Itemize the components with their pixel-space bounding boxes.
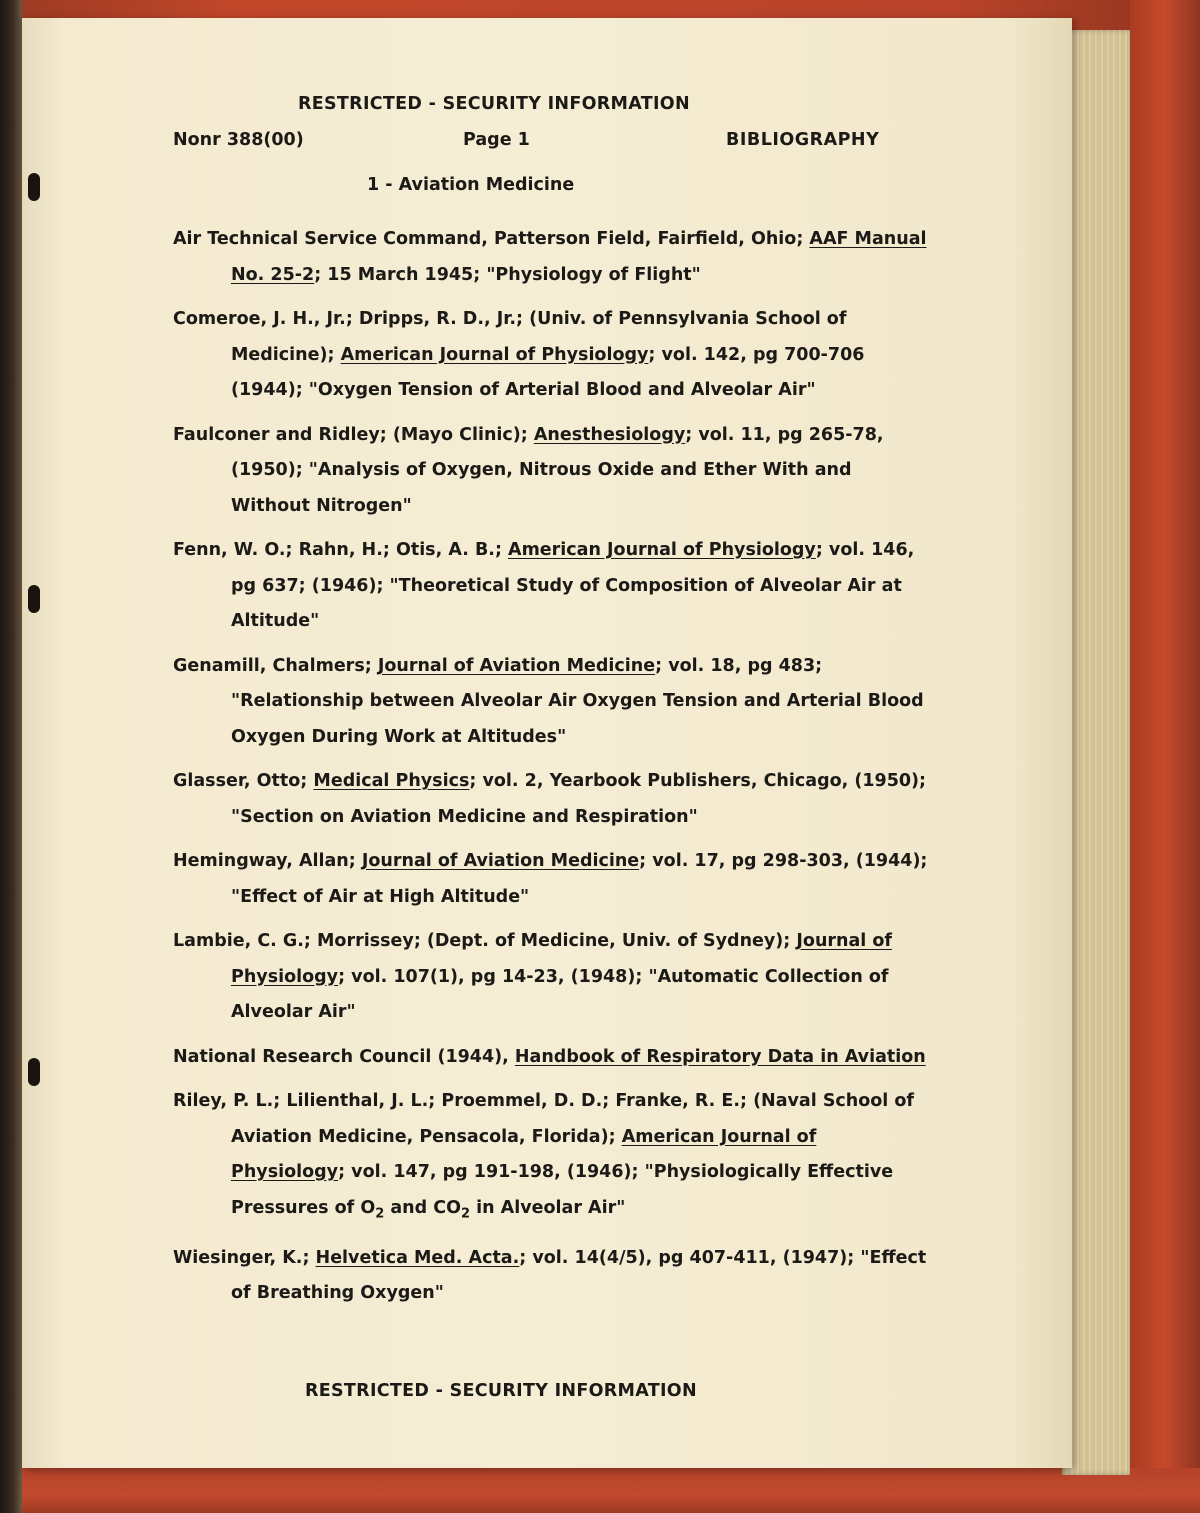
binding-gutter: [0, 0, 22, 1513]
section-heading: BIBLIOGRAPHY: [726, 130, 880, 150]
bibliography-entry: Hemingway, Allan; Journal of Aviation Medicine; vol. 17, pg 298-303, (1944); "Effect of Air at High Altitude": [173, 851, 928, 907]
bibliography-entry: Comeroe, J. H., Jr.; Dripps, R. D., Jr.; (Univ. of Pennsylvania School of Medicine); American Journal of Physiology; vol. 142, pg 700-706 (1944); "Oxygen Tension of Arterial Blood and Alveolar Air": [173, 309, 865, 400]
bibliography-entry: Riley, P. L.; Lilienthal, J. L.; Proemmel, D. D.; Franke, R. E.; (Naval School of Aviation Medicine, Pensacola, Florida); American Journal of Physiology; vol. 147, pg 191-198, (1946); "Physiologically Effective Pressures of $O_2$ and $CO_2$ in Alveolar Air": [173, 1091, 915, 1221]
bibliography-entry: National Research Council (1944), Handbook of Respiratory Data in Aviation: [173, 1046, 926, 1067]
bibliography-entry: Glasser, Otto; Medical Physics; vol. 2, Yearbook Publishers, Chicago, (1950); "Section on Aviation Medicine and Respiration": [173, 771, 927, 827]
bibliography-entry: Lambie, C. G.; Morrissey; (Dept. of Medicine, Univ. of Sydney); Journal of Physiology; vol. 107(1), pg 14-23, (1948); "Automatic Collection of Alveolar Air": [173, 931, 893, 1022]
publication-title: Journal of Aviation Medicine: [377, 655, 656, 676]
publication-title: American Journal of Physiology: [508, 540, 816, 560]
publication-title: Journal of Physiology: [231, 931, 893, 987]
publication-title: Helvetica Med. Acta.: [315, 1247, 520, 1268]
binding-ring: [28, 173, 40, 201]
publication-title: American Journal of Physiology: [340, 344, 649, 365]
publication-title: Anesthesiology: [533, 424, 686, 445]
subsection-title: 1 - Aviation Medicine: [367, 175, 575, 195]
publication-title: Medical Physics: [313, 771, 470, 791]
footer-security-marking: RESTRICTED - SECURITY INFORMATION: [305, 1381, 697, 1401]
bibliography-list: [173, 222, 933, 1321]
bibliography-entry: Genamill, Chalmers; Journal of Aviation Medicine; vol. 18, pg 483; "Relationship between Alveolar Air Oxygen Tension and Arterial Blood Oxygen During Work at Altitudes": [173, 655, 924, 747]
page-stack-edges: [1062, 30, 1130, 1475]
publication-title: American Journal of Physiology: [231, 1126, 817, 1182]
binding-ring: [28, 585, 40, 613]
bibliography-entry: Faulconer and Ridley; (Mayo Clinic); Anesthesiology; vol. 11, pg 265-78, (1950); "Analysis of Oxygen, Nitrous Oxide and Ether With and Without Nitrogen": [173, 424, 884, 516]
contract-number: Nonr 388(00): [173, 130, 304, 150]
header-security-marking: RESTRICTED - SECURITY INFORMATION: [298, 94, 690, 114]
book-cover-bottom: [0, 1468, 1200, 1513]
publication-title: Handbook of Respiratory Data in Aviation: [514, 1046, 926, 1067]
bibliography-entry: Wiesinger, K.; Helvetica Med. Acta.; vol. 14(4/5), pg 407-411, (1947); "Effect of Breathing Oxygen": [173, 1247, 927, 1303]
bibliography-entry: Fenn, W. O.; Rahn, H.; Otis, A. B.; American Journal of Physiology; vol. 146, pg 637; (1946); "Theoretical Study of Composition of Alveolar Air at Altitude": [173, 540, 915, 631]
book-cover-edge: [1130, 0, 1200, 1513]
bibliography-entry: Air Technical Service Command, Patterson Field, Fairfield, Ohio; AAF Manual No. 25-2; 15 March 1945; "Physiology of Flight": [173, 229, 927, 285]
binding-ring: [28, 1058, 40, 1086]
publication-title: Journal of Aviation Medicine: [361, 851, 640, 871]
page-number: Page 1: [463, 130, 530, 150]
publication-title: AAF Manual No. 25-2: [231, 229, 927, 285]
